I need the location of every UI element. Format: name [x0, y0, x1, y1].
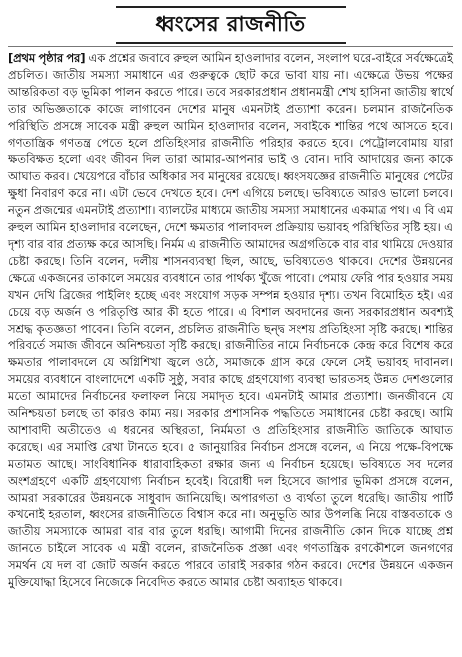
article-headline: ধ্বংসের রাজনীতি — [155, 12, 306, 36]
article-body — [8, 50, 453, 591]
continued-from-front-page: [প্রথম পৃষ্ঠার পর] — [8, 51, 86, 65]
headline-box — [116, 6, 346, 44]
article-body-text: এক প্রশ্নের জবাবে রুহুল আমিন হাওলাদার বলেন, সংলাপ ঘরে-বাইরে সর্বক্ষেত্রেই প্রচলিত। জাতীয় সমস্যা সমাধানে এর গুরুত্বকে ছোট করে ভাবা যায় না। এক্ষেত্রে উভয় পক্ষের আন্তরিকতা বড় ভূমিকা পালন করতে পারে। তবে সরকারপ্রধান প্রধানমন্ত্রী শেখ হাসিনা জাতীয় স্বার্থে তার অভিজ্ঞতাকে কাজে লাগাবেন দেশের মানুষ এমনটাই প্রত্যাশা করেন। চলমান রাজনৈতিক পরিস্থিতি প্রসঙ্গে সাবেক মন্ত্রী রুহুল আমিন হাওলাদার বলেন, সবাইকে শান্তির পথে আসতে হবে। গণতান্ত্রিক গণতন্ত্র পেতে হলে প্রতিহিংসার রাজনীতি পরিহার করতে হবে। পেট্রোলবোমায় যারা ক্ষতবিক্ষত হলো এবং জীবন দিল তারা আমার-আপনার ভাই ও বোন। দাবি আদায়ের জন্য কাকে আঘাত করব। খেয়েপরে বাঁচার অধিকার সব মানুষের রয়েছে। ধ্বংসযজ্ঞের রাজনীতি মানুষের পেটের ক্ষুধা নিবারণ করে না। এটা ভেবে দেখতে হবে। দেশ এগিয়ে চলছে। ভবিষ্যতে আরও ভালো চলবে। নতুন প্রজন্মের এমনটাই প্রত্যাশা। ব্যালটের মাধ্যমে জাতীয় সমস্যা সমাধানের একমাত্র পথ। এ বি এম রুহুল আমিন হাওলাদার বলেছেন, দেশে ক্ষমতার পালাবদল প্রক্রিয়ায় ভয়াবহ পরিস্থিতির সৃষ্টি হয়। এ দৃশ্য বার বার প্রত্যক্ষ করে আসছি। নির্মম এ রাজনীতি আমাদের অগ্রগতিকে বার বার থামিয়ে দেওয়ার চেষ্টা করছে। তিনি বলেন, দলীয় শাসনব্যবস্থা ছিল, আছে, ভবিষ্যতেও থাকবে। দেশের উন্নয়নের ক্ষেত্রে একজনের তাকালে সময়ের ব্যবধানে তার পার্থক্য খুঁজে পাবো। পেমায় ফেরি পার হওয়ার সময় যখন দেখি ব্রিজের পাইলিং হচ্ছে এবং সংযোগ সড়ক সম্পন্ন হওয়ার দৃশ্য। তখন বিমোহিত হই। এর চেয়ে বড় অর্জন ও পরিতৃপ্তি আর কী হতে পারে। এ বিশাল অবদানের জন্য সরকারপ্রধান অবশ্যই সশ্রদ্ধ কৃতজ্ঞতা পাবেন। তিনি বলেন, প্রচলিত রাজনীতি ছন্দ্ব সংশয় প্রতিহিংসা সৃষ্টি করছে। শান্তির পরিবর্তে সমাজ জীবনে অনিশ্চয়তা সৃষ্টি করছে। রাজনীতির নামে নির্বাচনকে কেন্দ্র করে বিশেষ করে ক্ষমতার পালাবদলে যে অগ্নিশিখা জ্বলে ওঠে, সমাজকে গ্রাস করে ফেলে সেই ভয়াবহ দাবানল। সময়ের ব্যবধানে বাংলাদেশে একটি সুষ্ঠু, সবার কাছে গ্রহণযোগ্য ব্যবস্থা ভারতসহ উন্নত দেশগুলোর মতো আমাদের নির্বাচনের ফলাফল নিয়ে সমাদৃত হবে। এমনটাই আমার প্রত্যাশা। জনজীবনে যে অনিশ্চয়তা চলছে তা কারও কাম্য নয়। সরকার প্রশাসনিক পদ্ধতিতে সমাধানের চেষ্টা করছে। আমি আশাবাদী অতীতেও এ ধরনের অস্থিরতা, নির্মমতা ও প্রতিহিংসার রাজনীতি জাতিকে আঘাত করেছে। এর সমাপ্তি রেখা টানতে হবে। ৫ জানুয়ারির নির্বাচন প্রসঙ্গে বলেন, এ নিয়ে পক্ষে-বিপক্ষে মতামত আছে। সাংবিধানিক ধারাবাহিকতা রক্ষার জন্য এ নির্বাচন হয়েছে। ভবিষ্যতে সব দলের অংশগ্রহণে একটি গ্রহণযোগ্য নির্বাচন হবেই। বিরোধী দল হিসেবে জাপার ভূমিকা প্রসঙ্গে বলেন, আমরা সরকারের উন্নয়নকে সাধুবাদ জানিয়েছি। অপারগতা ও ব্যর্থতা তুলে ধরেছি। জাতীয় পার্টি কখনোই হরতাল, ধ্বংসের রাজনীতিতে বিশ্বাস করে না। অনুভূতি আর উপলব্ধি নিয়ে বাস্তবতাকে ও জাতীয় সমস্যাকে আমরা বার বার তুলে ধরছি। আগামী দিনের রাজনীতি কোন দিকে যাচ্ছে প্রশ্ন জানতে চাইলে সাবেক এ মন্ত্রী বলেন, রাজনৈতিক প্রজ্ঞা এবং গণতান্ত্রিক রণকৌশলে জনগণের সমর্থন যে দল বা জোট অর্জন করতে পারবে তারাই সরকার গঠন করবে। দেশের উন্নয়নে একজন মুক্তিযোদ্ধা হিসেবে নিজেকে নিবেদিত করতে আমার চেষ্টা অব্যাহত থাকবে। — [8, 51, 453, 590]
headline-divider — [8, 46, 453, 47]
